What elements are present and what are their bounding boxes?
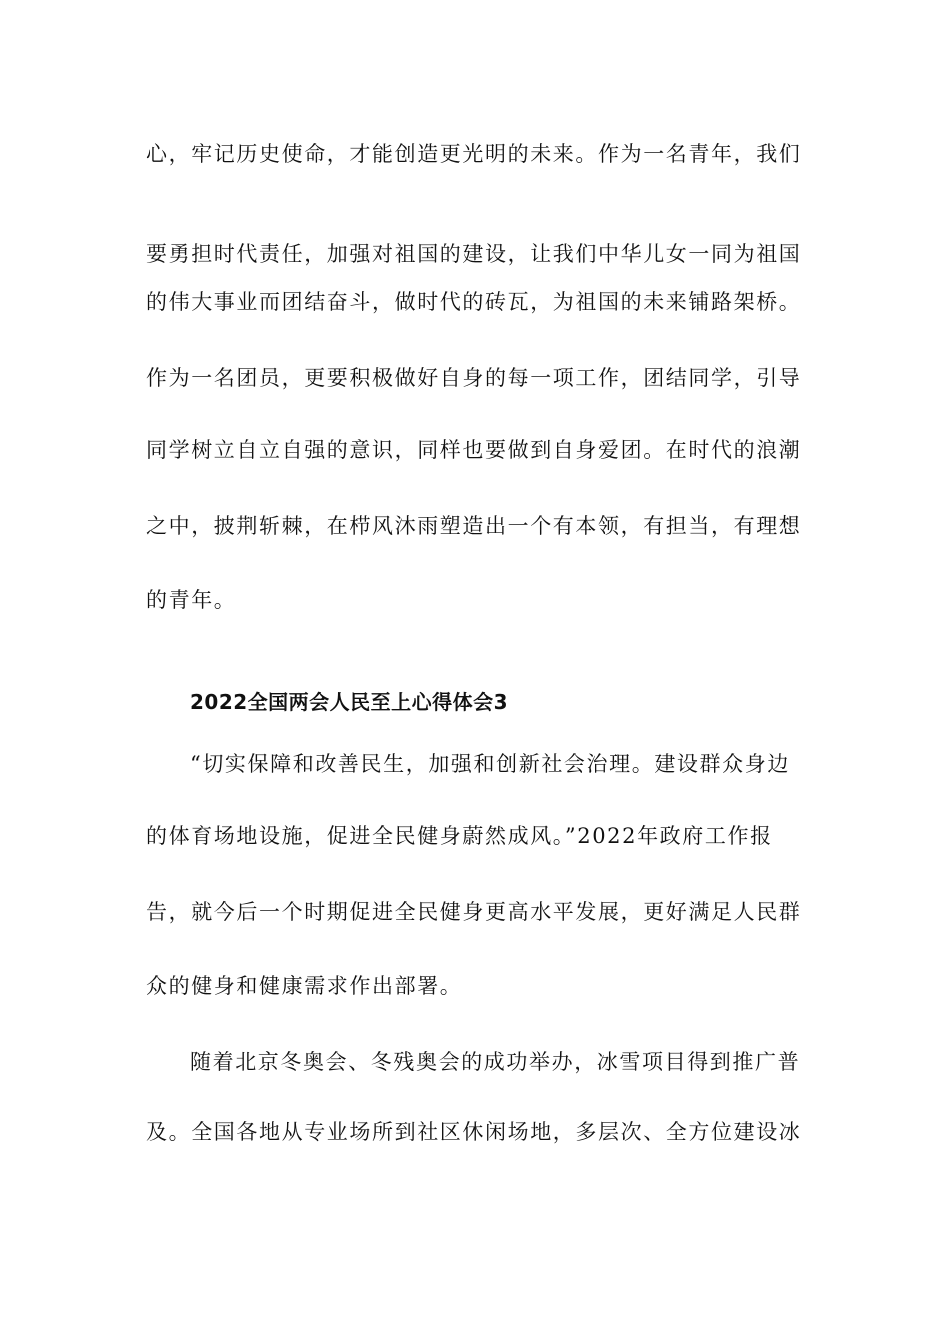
paragraph-1-line-4: 作为一名团员，更要积极做好自身的每一项工作，团结同学，引导 [146, 366, 802, 390]
paragraph-2-line-1: “切实保障和改善民生，加强和创新社会治理。建设群众身边 [190, 752, 790, 776]
paragraph-1-line-2: 要勇担时代责任，加强对祖国的建设，让我们中华儿女一同为祖国 [146, 242, 802, 266]
paragraph-2-line-2: 的体育场地设施，促进全民健身蔚然成风。”2022年政府工作报 [146, 824, 773, 848]
paragraph-2-line-4: 众的健身和健康需求作出部署。 [146, 974, 463, 998]
paragraph-2-line-3: 告，就今后一个时期促进全民健身更高水平发展，更好满足人民群 [146, 900, 802, 924]
paragraph-1-line-1: 心，牢记历史使命，才能创造更光明的未来。作为一名青年，我们 [146, 142, 802, 166]
paragraph-1-line-5: 同学树立自立自强的意识，同样也要做到自身爱团。在时代的浪潮 [146, 438, 802, 462]
paragraph-1-line-3: 的伟大事业而团结奋斗，做时代的砖瓦，为祖国的未来铺路架桥。 [146, 290, 802, 314]
paragraph-3-line-1: 随着北京冬奥会、冬残奥会的成功举办，冰雪项目得到推广普 [190, 1050, 801, 1074]
section-heading: 2022全国两会人民至上心得体会3 [190, 690, 509, 714]
paragraph-1-line-7: 的青年。 [146, 588, 237, 612]
paragraph-3-line-2: 及。全国各地从专业场所到社区休闲场地，多层次、全方位建设冰 [146, 1120, 802, 1144]
paragraph-1-line-6: 之中，披荆斩棘，在栉风沐雨塑造出一个有本领，有担当，有理想 [146, 514, 802, 538]
